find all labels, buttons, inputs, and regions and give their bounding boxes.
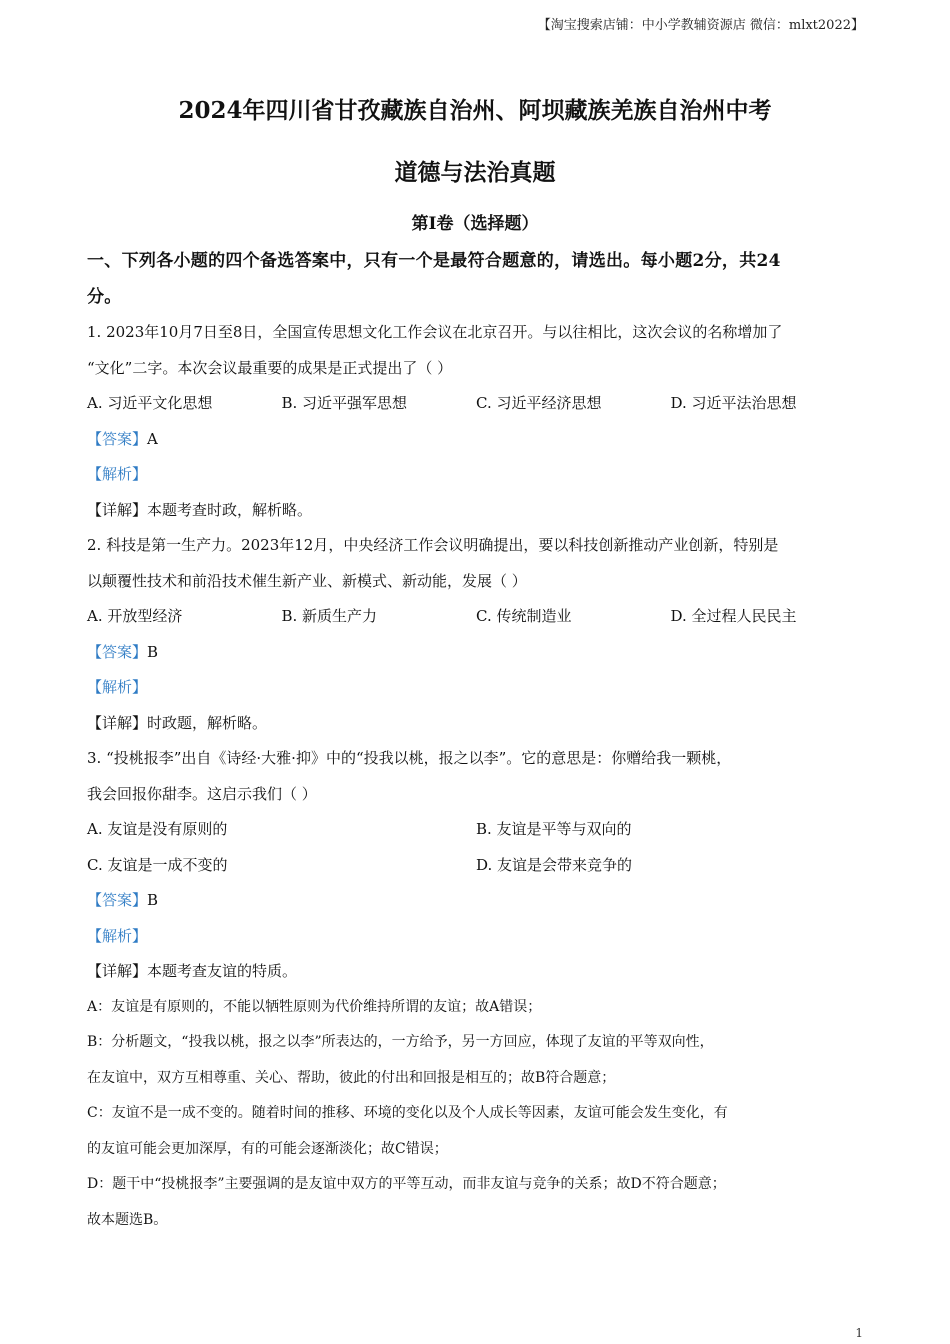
answer-label: 【答案】 (87, 891, 148, 909)
question-stem: 1. 2023年10月7日至8日，全国宣传思想文化工作会议在北京召开。与以往相比，这次会议的名称增加了 (87, 323, 783, 341)
options-row (87, 386, 865, 422)
question-1 (87, 315, 865, 528)
option-a: A. 开放型经济 (87, 607, 183, 625)
option-b: B. 友谊是平等与双向的 (476, 820, 632, 838)
subject-title: 道德与法治真题 (394, 159, 556, 186)
option-d: D. 友谊是会带来竞争的 (476, 855, 633, 874)
answer-label: 【答案】 (87, 642, 148, 661)
question-3 (87, 741, 865, 1238)
option-c: C. 友谊是一成不变的 (87, 855, 228, 874)
answer-line (87, 422, 865, 458)
analysis-line (87, 919, 865, 955)
options-row (87, 812, 865, 848)
analysis-label: 【解析】 (87, 465, 148, 483)
detail-text: 时政题，解析略。 (147, 713, 268, 732)
explanation-line: D：题干中“投桃报李”主要强调的是友谊中双方的平等互动，而非友谊与竞争的关系；故D不符合题意； (87, 1176, 726, 1192)
options-row (87, 599, 865, 635)
explanation-line: 故本题选B。 (87, 1211, 168, 1228)
explanation-line: B：分析题文，“投我以桃，报之以李”所表达的，一方给予，另一方回应，体现了友谊的平等双向性， (87, 1034, 714, 1050)
question-stem: 3. “投桃报李”出自《诗经·大雅·抑》中的“投我以桃，报之以李”。它的意思是：你赠给我一颗桃， (87, 749, 732, 767)
options-row (87, 848, 865, 884)
detail-line (87, 493, 865, 529)
option-b: B. 习近平强军思想 (281, 394, 408, 412)
option-a: A. 习近平文化思想 (87, 394, 213, 412)
detail-line (87, 706, 865, 742)
option-b: B. 新质生产力 (281, 607, 378, 625)
answer-label: 【答案】 (87, 429, 148, 448)
answer-line (87, 635, 865, 671)
option-c: C. 传统制造业 (476, 607, 572, 625)
analysis-label: 【解析】 (87, 678, 148, 696)
option-c: C. 习近平经济思想 (476, 394, 602, 412)
question-stem: 我会回报你甜李。这启示我们（ ） (87, 784, 317, 803)
question-stem: 以颠覆性技术和前沿技术催生新产业、新模式、新动能，发展（ ） (87, 571, 527, 590)
answer-line (87, 883, 865, 919)
detail-label: 【详解】 (87, 500, 148, 519)
detail-text: 本题考查时政，解析略。 (147, 500, 313, 519)
question-stem: “文化”二字。本次会议最重要的成果是正式提出了（ ） (87, 358, 453, 377)
part-heading-line: 一、下列各小题的四个备选答案中，只有一个是最符合题意的，请选出。每小题2分，共24 (87, 251, 781, 271)
exam-content (87, 244, 865, 1238)
question-2 (87, 528, 865, 741)
option-a: A. 友谊是没有原则的 (87, 820, 228, 838)
explanation-line: C：友谊不是一成不变的。随着时间的推移、环境的变化以及个人成长等因素，友谊可能会发生变化，有 (87, 1105, 728, 1121)
explanation-line: A：友谊是有原则的，不能以牺牲原则为代价维持所谓的友谊；故A错误； (87, 998, 542, 1015)
question-stem: 2. 科技是第一生产力。2023年12月，中央经济工作会议明确提出，要以科技创新推动产业创新，特别是 (87, 536, 779, 554)
analysis-line (87, 457, 865, 493)
answer-value: A (147, 429, 158, 448)
analysis-line (87, 670, 865, 706)
page-number: 1 (855, 1326, 863, 1340)
explanation-line: 的友谊可能会更加深厚，有的可能会逐渐淡化；故C错误； (87, 1140, 448, 1157)
explanation-line: 在友谊中，双方互相尊重、关心、帮助，彼此的付出和回报是相互的；故B符合题意； (87, 1069, 616, 1086)
detail-label: 【详解】 (87, 962, 148, 980)
exam-title: 2024年四川省甘孜藏族自治州、阿坝藏族羌族自治州中考 (178, 97, 772, 124)
option-d: D. 习近平法治思想 (670, 394, 797, 412)
detail-line (87, 954, 865, 990)
answer-value: B (147, 891, 159, 909)
header-note: 【淘宝搜索店铺：中小学教辅资源店 微信：mlxt2022】 (537, 18, 864, 33)
detail-label: 【详解】 (87, 713, 148, 732)
option-d: D. 全过程人民民主 (670, 607, 797, 625)
detail-text: 本题考查友谊的特质。 (147, 962, 298, 980)
section-title: 第Ⅰ卷（选择题） (411, 214, 539, 234)
analysis-label: 【解析】 (87, 926, 148, 945)
answer-value: B (147, 642, 159, 661)
part-heading-line: 分。 (87, 286, 122, 307)
